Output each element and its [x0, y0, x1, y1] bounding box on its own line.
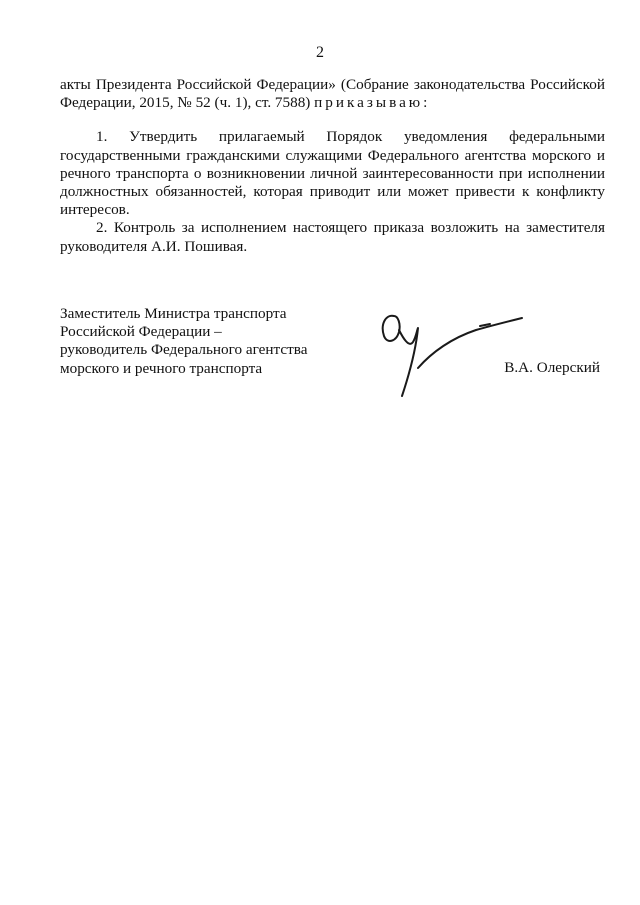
- order-item-2: 2. Контроль за исполнением настоящего приказа возложить на заместителя руководителя А.И. Пошивая.: [60, 219, 605, 255]
- preamble-paragraph: [60, 76, 605, 112]
- document-body: [60, 76, 605, 256]
- order-item-1: 1. Утвердить прилагаемый Порядок уведомления федеральными государственными гражданскими служащими Федерального агентства морского и речного транспорта о возникновении личной заинтересованности при исполнении должностных обязанностей, которая приводит или может привести к конфликту интересов.: [60, 128, 605, 219]
- position-line-2: Российской Федерации –: [60, 323, 222, 341]
- position-line-4: морского и речного транспорта: [60, 359, 263, 377]
- order-keyword: приказываю:: [314, 94, 431, 112]
- signatory-position: [60, 305, 380, 378]
- paragraph-gap: [60, 112, 605, 128]
- preamble-text: акты Президента Российской Федерации» (Собрание законодательства Российской Федерации, 2015, № 52 (ч. 1), ст. 7588): [60, 76, 605, 112]
- position-line-3: руководитель Федерального агентства: [60, 341, 308, 359]
- position-line-1: Заместитель Министра транспорта: [60, 305, 287, 322]
- signature-stroke-descender: [399, 328, 418, 396]
- page-number: 2: [316, 44, 324, 61]
- signature-stroke-loop: [383, 316, 400, 341]
- handwritten-signature: [372, 296, 528, 400]
- signer-name: В.А. Олерский: [504, 359, 600, 376]
